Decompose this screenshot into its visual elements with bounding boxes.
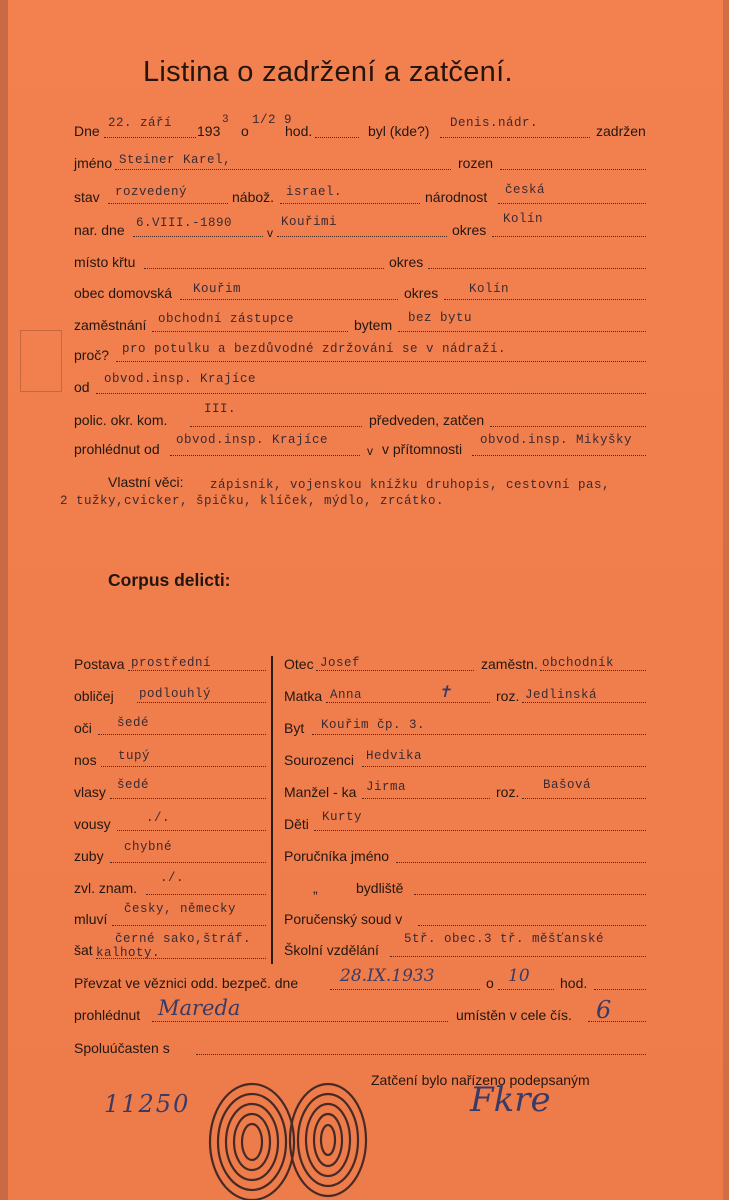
corpus-value-vousy: ./. <box>146 811 171 825</box>
value-veci-line-2: 2 tužky,cvicker, špičku, klíček, mýdlo, zrcátko. <box>60 494 445 508</box>
footer-label-umisten: umístěn v cele čís. <box>456 1007 572 1023</box>
label-jmeno: jméno <box>74 155 113 171</box>
value-hour: 1/2 9 <box>252 113 293 127</box>
value-place: Denis.nádr. <box>450 116 539 130</box>
corpus-value-vlasy: šedé <box>117 778 150 792</box>
corpus-label-vlasy: vlasy <box>74 784 106 800</box>
corpus-label-sourozenci: Sourozenci <box>284 752 355 768</box>
corpus-label-zuby: zuby <box>74 848 104 864</box>
label-okres-2: okres <box>389 254 424 270</box>
footer-label-o: o <box>486 975 494 991</box>
label-naboz: nábož. <box>232 189 275 205</box>
corpus-label-otec: Otec <box>284 656 314 672</box>
value-naboz: israel. <box>286 185 343 199</box>
value-narodnost: česká <box>505 183 546 197</box>
corpus-label-matka-roz: roz. <box>496 688 520 704</box>
faded-stamp <box>20 330 62 392</box>
corpus-label-nos: nos <box>74 752 97 768</box>
value-bytem: bez bytu <box>408 311 473 325</box>
corpus-value-zamestn: obchodník <box>542 656 615 670</box>
corpus-label-vousy: vousy <box>74 816 111 832</box>
corpus-label-matka: Matka <box>284 688 323 704</box>
label-vlastni-veci: Vlastní věci: <box>108 474 184 490</box>
label-narodnost: národnost <box>425 189 488 205</box>
value-obec-okres: Kolín <box>469 282 510 296</box>
corpus-value-oci: šedé <box>117 716 150 730</box>
value-prohlednut-od: obvod.insp. Krajíce <box>176 433 329 447</box>
label-prohlednut-od: prohlédnut od <box>74 441 160 457</box>
corpus-value-manzel: Jirma <box>366 780 407 794</box>
corpus-label-oci: oči <box>74 720 92 736</box>
corpus-value-postava: prostřední <box>131 656 212 670</box>
corpus-label-bydliste: bydliště <box>356 880 404 896</box>
corpus-label-porucnik: Poručníka jméno <box>284 848 390 864</box>
corpus-label-sat: šat <box>74 942 93 958</box>
value-stav: rozvedený <box>115 185 188 199</box>
corpus-matka-deceased-mark: ✝ <box>438 682 452 701</box>
corpus-label-manzel: Manžel - ka <box>284 784 357 800</box>
value-polic-kom: III. <box>204 402 237 416</box>
label-okres: okres <box>452 222 487 238</box>
value-nar-v: Kouřimi <box>281 215 338 229</box>
corpus-label-porucensky-soud: Poručenský soud v <box>284 911 403 927</box>
label-bytem: bytem <box>354 317 393 333</box>
label-obec-domovska: obec domovská <box>74 285 173 301</box>
footer-label-prohlednut: prohlédnut <box>74 1007 141 1023</box>
corpus-value-byt: Kouřim čp. 3. <box>321 718 426 732</box>
value-name: Steiner Karel, <box>119 153 232 167</box>
corpus-label-postava: Postava <box>74 656 125 672</box>
corpus-delicti-heading: Corpus delicti: <box>108 570 231 590</box>
label-zamestnani: zaměstnání <box>74 317 147 333</box>
label-hod: hod. <box>285 123 313 139</box>
footer-zatceni-text: Zatčení bylo nařízeno podepsaným <box>371 1072 590 1088</box>
label-rozen: rozen <box>458 155 494 171</box>
corpus-value-nos: tupý <box>118 749 151 763</box>
corpus-label-byt: Byt <box>284 720 305 736</box>
corpus-value-sourozenci: Hedvika <box>366 749 423 763</box>
value-nar-dne: 6.VIII.-1890 <box>136 216 233 230</box>
label-byl-kde: byl (kde?) <box>368 123 430 139</box>
label-o: o <box>241 123 249 139</box>
corpus-label-manzel-roz: roz. <box>496 784 520 800</box>
footer-label-hod: hod. <box>560 975 588 991</box>
label-od: od <box>74 379 90 395</box>
corpus-value-zuby: chybné <box>124 840 173 854</box>
footer-case-number: 11250 <box>104 1090 191 1118</box>
value-veci-line-1: zápisník, vojenskou knížku druhopis, cestovní pas, <box>210 478 611 492</box>
label-polic-okr-kom: polic. okr. kom. <box>74 412 168 428</box>
value-od: obvod.insp. Krajíce <box>104 372 257 386</box>
corpus-label-mluvi: mluví <box>74 911 108 927</box>
corpus-value-matka: Anna <box>330 688 363 702</box>
corpus-value-deti: Kurty <box>322 810 363 824</box>
label-proc: proč? <box>74 347 110 363</box>
value-okres: Kolín <box>503 212 544 226</box>
corpus-value-skolni-vzdelani: 5tř. obec.3 tř. měšťanské <box>404 932 605 946</box>
corpus-value-manzel-roz: Bašová <box>543 778 592 792</box>
corpus-label-zvl-znam: zvl. znam. <box>74 880 138 896</box>
label-nar-dne: nar. dne <box>74 222 125 238</box>
footer-value-prohlednut-signature: Mareda <box>158 996 241 1020</box>
document-title: Listina o zadržení a zatčení. <box>143 56 513 88</box>
corpus-label-ditto: „ <box>313 880 318 896</box>
label-zadrzen: zadržen <box>596 123 646 139</box>
corpus-value-otec: Josef <box>320 656 361 670</box>
label-dne: Dne <box>74 123 100 139</box>
corpus-value-matka-roz: Jedlinská <box>525 688 598 702</box>
value-v-pritomnosti: obvod.insp. Mikyšky <box>480 433 633 447</box>
footer-value-cela: 6 <box>596 996 612 1024</box>
label-nar-v: v <box>267 226 273 240</box>
value-proc: pro potulku a bezdůvodné zdržování se v nádraží. <box>122 342 507 356</box>
footer-label-prevzat: Převzat ve věznici odd. bezpeč. dne <box>74 975 299 991</box>
label-v: v <box>367 444 373 458</box>
column-divider <box>271 656 273 964</box>
footer-label-spoluucasten: Spoluúčasten s <box>74 1040 170 1056</box>
label-predveden-zatcen: předveden, zatčen <box>369 412 485 428</box>
value-year-digit: 3 <box>222 114 230 126</box>
corpus-label-deti: Děti <box>284 816 309 832</box>
label-misto-krtu: místo křtu <box>74 254 136 270</box>
corpus-label-zamestn: zaměstn. <box>481 656 538 672</box>
footer-signature: Fkre <box>470 1080 551 1120</box>
corpus-value-oblicej: podlouhlý <box>139 687 212 701</box>
footer-value-prevzat-hour: 10 <box>508 966 530 986</box>
corpus-value-zvl-znam: ./. <box>160 871 185 885</box>
corpus-value-sat-2: kalhoty. <box>96 946 161 960</box>
label-v-pritomnosti: v přítomnosti <box>382 441 463 457</box>
corpus-label-oblicej: obličej <box>74 688 114 704</box>
label-year: 193 <box>197 123 221 139</box>
corpus-value-mluvi: česky, německy <box>124 902 237 916</box>
corpus-value-sat: černé sako,štráf. <box>115 932 252 946</box>
corpus-label-skolni-vzdelani: Školní vzdělání <box>284 942 379 958</box>
label-stav: stav <box>74 189 100 205</box>
value-zamestnani: obchodní zástupce <box>158 312 295 326</box>
fingerprint-marks <box>200 1064 370 1200</box>
value-day-month: 22. září <box>108 116 173 130</box>
footer-value-prevzat-date: 28.IX.1933 <box>340 966 435 986</box>
value-obec: Kouřim <box>193 282 242 296</box>
label-okres-3: okres <box>404 285 439 301</box>
